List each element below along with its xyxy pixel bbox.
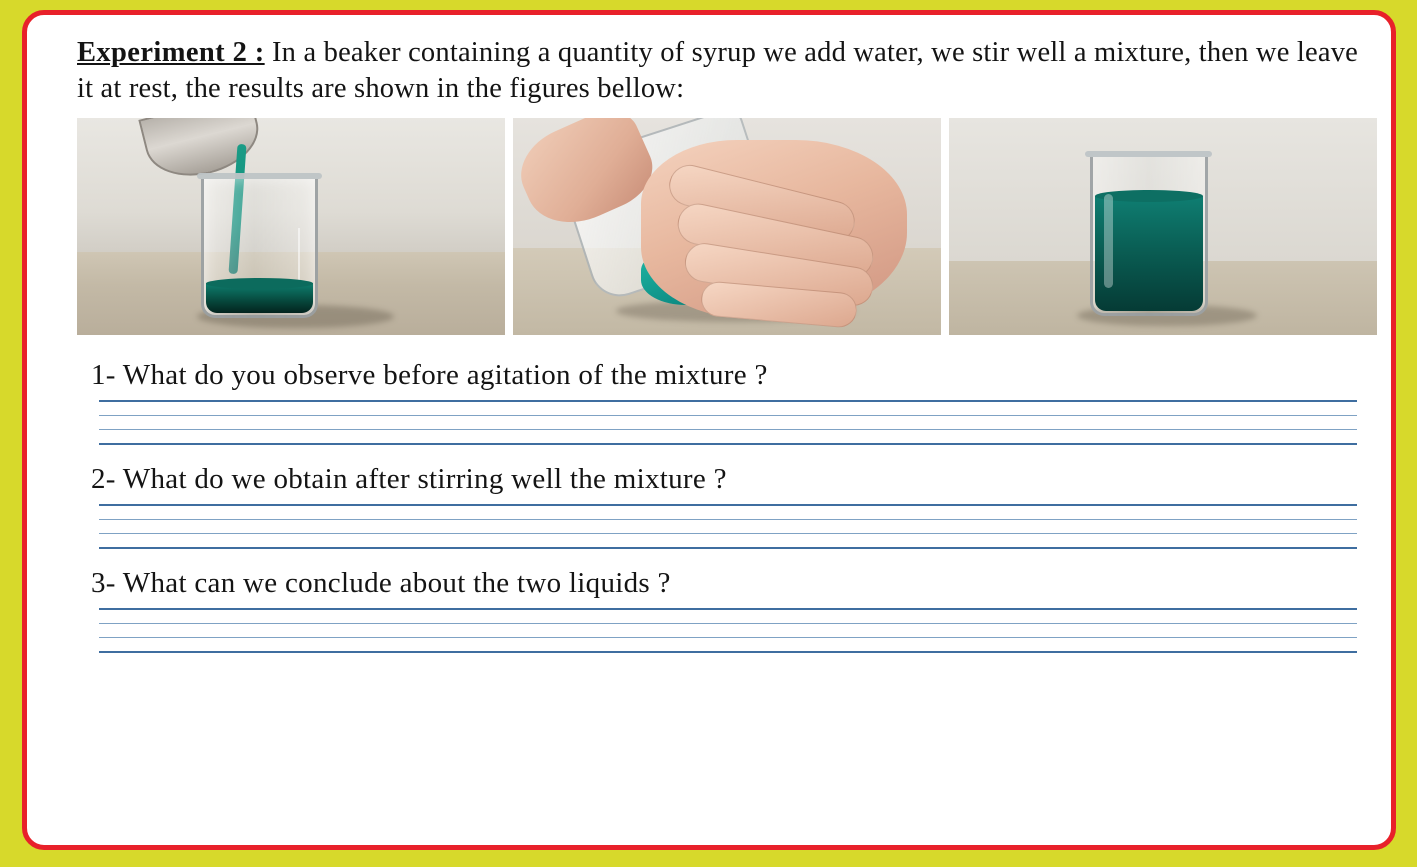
questions-list [77,359,1367,653]
question-3 [77,567,1367,653]
answer-rule[interactable] [99,623,1357,624]
question-3-number: 3- [91,566,116,599]
figure-shaking-mixture [513,118,941,335]
syrup-layer [206,283,313,313]
question-1-text [91,359,1367,392]
answer-rule[interactable] [99,415,1357,416]
figure-homogeneous-result [949,118,1377,335]
experiment-statement: In a beaker containing a quantity of syrup we add water, we stir well a mixture, then we leave it at rest, the results are shown in the figures bellow: [77,37,1359,105]
question-2-text [91,463,1367,496]
question-3-text [91,567,1367,600]
beaker [1090,157,1207,316]
question-2-number: 2- [91,462,116,495]
answer-area-2[interactable] [99,504,1357,549]
answer-rule[interactable] [99,400,1357,402]
answer-area-1[interactable] [99,400,1357,445]
beaker-lip [1085,151,1212,157]
answer-area-3[interactable] [99,608,1357,653]
worksheet-page [22,10,1396,850]
experiment-label: Experiment 2 : [77,37,265,68]
answer-rule[interactable] [99,429,1357,430]
beaker-graduations [280,228,300,283]
beaker-lip [197,173,322,179]
question-3-label: What can we conclude about the two liquids ? [122,566,671,599]
answer-rule[interactable] [99,504,1357,506]
question-1-label: What do you observe before agitation of the mixture ? [122,358,768,391]
experiment-prompt [77,35,1367,108]
question-2-label: What do we obtain after stirring well the mixture ? [122,462,727,495]
figure-pouring-syrup [77,118,505,335]
answer-rule[interactable] [99,443,1357,445]
answer-rule[interactable] [99,547,1357,549]
worksheet-content [27,15,1391,845]
question-1 [77,359,1367,445]
beaker [201,179,318,319]
answer-rule[interactable] [99,519,1357,520]
question-1-number: 1- [91,358,116,391]
figure-strip [77,118,1377,335]
answer-rule[interactable] [99,651,1357,653]
answer-rule[interactable] [99,608,1357,610]
answer-rule[interactable] [99,533,1357,534]
glass-highlight [1104,194,1113,288]
question-2 [77,463,1367,549]
answer-rule[interactable] [99,637,1357,638]
